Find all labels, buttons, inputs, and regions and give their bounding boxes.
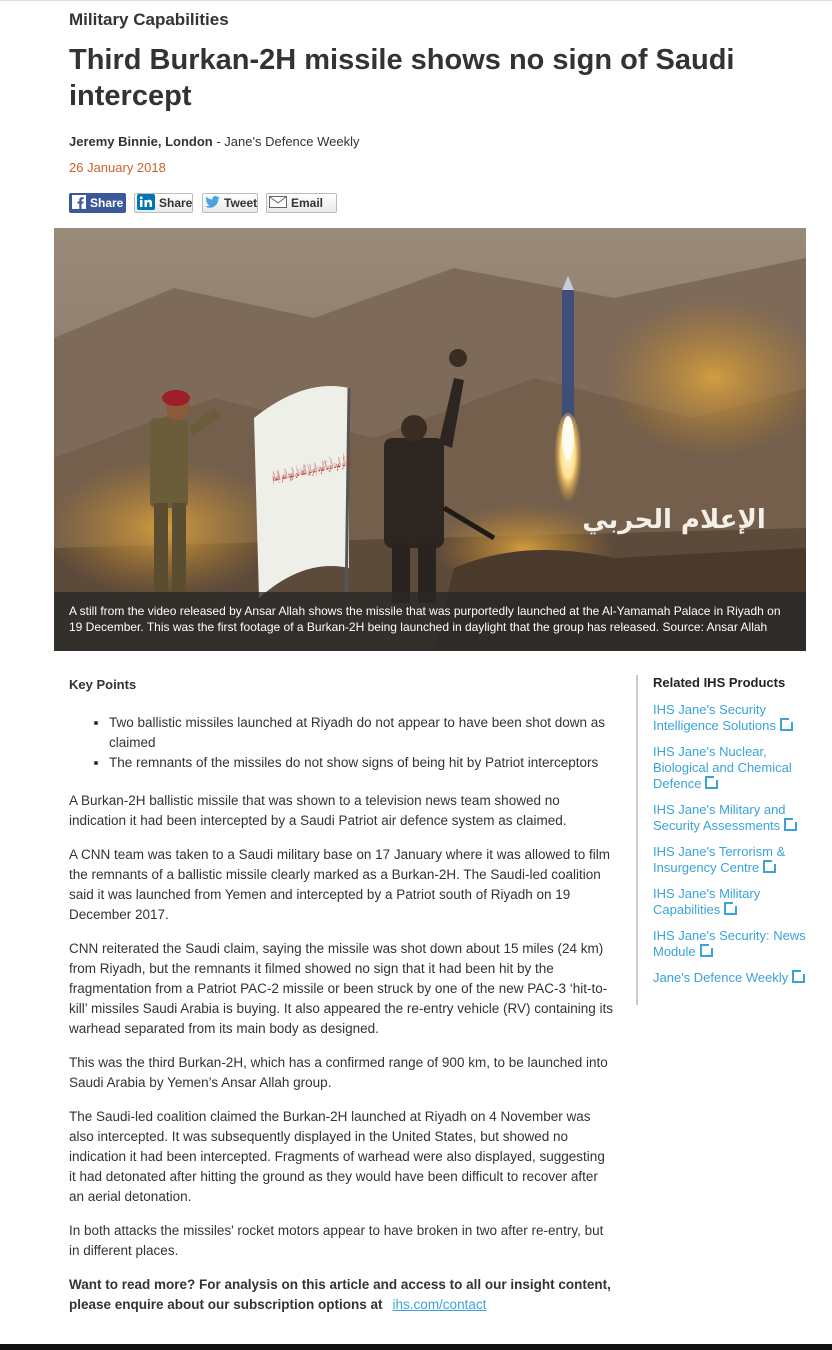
- external-link-icon: [784, 818, 797, 831]
- bottom-bar: [0, 1344, 832, 1350]
- publish-date: 26 January 2018: [69, 160, 166, 175]
- article-body: [69, 673, 614, 1329]
- body-paragraph: A Burkan-2H ballistic missile that was shown to a television news team showed no indication it had been intercepted by a Saudi Patriot air defence system as claimed.: [69, 793, 567, 828]
- related-link[interactable]: [653, 928, 806, 960]
- related-link-label: Jane's Defence Weekly: [653, 970, 789, 985]
- article-photo: [54, 228, 806, 651]
- publication-name: - Jane's Defence Weekly: [212, 134, 360, 149]
- related-link-label: IHS Jane's Security Intelligence Solutions: [653, 702, 776, 733]
- related-link-label: IHS Jane's Military and Security Assessments: [653, 802, 786, 833]
- external-link-icon: [724, 902, 737, 915]
- photo-caption: A still from the video released by Ansar Allah shows the missile that was purportedly launched at the Al-Yamamah Palace in Riyadh on 19 December. This was the first footage of a Burkan-2H being launched in daylight that the group has released. Source: Ansar Allah: [54, 592, 806, 651]
- linkedin-icon: [137, 194, 155, 213]
- author-name: Jeremy Binnie, London: [69, 134, 213, 149]
- related-link[interactable]: [653, 886, 806, 918]
- key-points-list: [69, 713, 614, 773]
- key-points-heading: Key Points: [69, 677, 137, 692]
- linkedin-share-button[interactable]: [134, 193, 193, 213]
- email-share-button[interactable]: [266, 193, 337, 213]
- related-link-label: IHS Jane's Military Capabilities: [653, 886, 761, 917]
- body-paragraph: In both attacks the missiles' rocket motors appear to have broken in two after re-entry, but in different places.: [69, 1223, 604, 1258]
- related-link[interactable]: [653, 970, 806, 986]
- facebook-share-button[interactable]: [69, 193, 126, 213]
- subscription-cta: [69, 1275, 614, 1315]
- related-products-heading: Related IHS Products: [653, 675, 786, 690]
- related-link[interactable]: [653, 744, 806, 792]
- facebook-icon: [72, 195, 86, 212]
- related-link-label: IHS Jane's Terrorism & Insurgency Centre: [653, 844, 786, 875]
- external-link-icon: [705, 776, 718, 789]
- key-point-item: • The remnants of the missiles do not show signs of being hit by Patriot interceptors: [109, 753, 614, 773]
- body-paragraph: This was the third Burkan-2H, which has a confirmed range of 900 km, to be launched into Saudi Arabia by Yemen’s Ansar Allah group.: [69, 1055, 608, 1090]
- related-link[interactable]: [653, 802, 806, 834]
- body-paragraph: The Saudi-led coalition claimed the Burkan-2H launched at Riyadh on 4 November was also intercepted. It was subsequently displayed in the United States, but showed no indication it had been intercepted. Fragments of warhead were also displayed, suggesting it had detonated after hitting the ground as they would have been difficult to recover after an aerial detonation.: [69, 1109, 605, 1204]
- contact-link[interactable]: ihs.com/contact: [392, 1297, 487, 1312]
- top-border: [0, 0, 832, 5]
- linkedin-share-label: Share: [159, 196, 193, 210]
- twitter-share-button[interactable]: [202, 193, 258, 213]
- key-point-item: • Two ballistic missiles launched at Riyadh do not appear to have been shot down as claimed: [109, 713, 614, 753]
- envelope-icon: [269, 196, 287, 211]
- facebook-share-label: Share: [90, 196, 124, 210]
- missile-launch-image: [54, 228, 806, 651]
- external-link-icon: [792, 970, 805, 983]
- related-link-label: IHS Jane's Security: News Module: [653, 928, 806, 959]
- related-link[interactable]: [653, 702, 806, 734]
- body-paragraph: CNN reiterated the Saudi claim, saying the missile was shot down about 15 miles (24 km) from Riyadh, but the remnants it filmed showed no sign that it had been hit by the fragmentation from a Patriot PAC-2 missile or been struck by one of the new PAC-3 ‘hit-to-kill’ missiles Saudi Arabia is buying. It also appeared the re-entry vehicle (RV) containing its warhead separated from its main body as designed.: [69, 941, 614, 1036]
- email-share-label: Email: [291, 196, 324, 210]
- body-paragraph: A CNN team was taken to a Saudi military base on 17 January where it was allowed to film the remnants of a ballistic missile clearly marked as a Burkan-2H. The Saudi-led coalition said it was launched from Yemen and intercepted by a Patriot south of Riyadh on 19 December 2017.: [69, 847, 611, 922]
- related-products-sidebar: [636, 675, 806, 1005]
- media-watermark: الإعلام الحربي: [582, 505, 766, 535]
- section-label[interactable]: Military Capabilities: [69, 10, 229, 29]
- external-link-icon: [780, 718, 793, 731]
- external-link-icon: [700, 944, 713, 957]
- external-link-icon: [763, 860, 776, 873]
- cta-text: Want to read more? For analysis on this article and access to all our insight content, please enquire about our subscription options at: [69, 1277, 611, 1312]
- article-title: Third Burkan-2H missile shows no sign of Saudi intercept: [69, 44, 735, 112]
- byline: [69, 134, 360, 149]
- twitter-icon: [205, 196, 220, 211]
- twitter-share-label: Tweet: [224, 196, 258, 210]
- related-link-label: IHS Jane's Nuclear, Biological and Chemical Defence: [653, 744, 792, 791]
- related-link[interactable]: [653, 844, 806, 876]
